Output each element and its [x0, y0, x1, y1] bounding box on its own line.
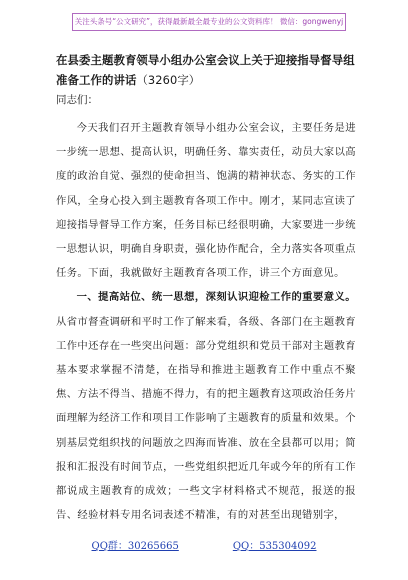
- footer-contact: [0, 540, 408, 554]
- section-1-text: 从省市督查调研和平时工作了解来看，各级、各部门在主题教育工作中还存在一些突出问题：部分党组织和党员干部对主题教育基本要求掌握不清楚，在指导和推进主题教育工作中重点不聚焦、方法不得当、措施不得力，有的把主题教育这项政治任务片面理解为经济工作和项目工作影响了主题教育的质量和效果。个别基层党组织找的问题放之四海而皆准、放在全县都可以用；简报和汇报没有时间节点，一些党组织把近几年或今年的所有工作都说成主题教育的成效；一些文字材料格式不规范，报送的报告、经验材料专用名词表述不精准，有的对甚至出现错别字，: [56, 315, 356, 522]
- section-1: [56, 285, 356, 527]
- qq-contact-link[interactable]: QQ：535304092: [232, 541, 317, 552]
- title-text: 在县委主题教育领导小组办公室会议上关于迎接指导督导组准备工作的讲话: [56, 53, 355, 87]
- paragraph-intro: 今天我们召开主题教育领导小组办公室会议，主要任务是进一步统一思想、提高认识，明确任务、靠实责任，动员大家以高度的政治自觉、强烈的使命担当、饱满的精神状态、务实的工作作风，全身心投入到主题教育各项工作中。刚才，某同志宣读了迎接指导督导工作方案，任务目标已经很明确，大家要进一步统一思想认识，明确自身职责，强化协作配合，全力落实各项重点任务。下面，我就做好主题教育各项工作，讲三个方面意见。: [56, 122, 356, 280]
- salutation: 同志们：: [56, 94, 98, 106]
- section-1-heading: 一、提高站位、统一思想，深刻认识迎检工作的重要意义。: [76, 291, 356, 304]
- qq-group-link[interactable]: QQ群：30265665: [91, 541, 179, 552]
- word-count: （3260字）: [136, 73, 201, 87]
- promo-banner: [72, 13, 346, 31]
- document-body: [56, 116, 356, 527]
- promo-banner-text: 关注头条号“公文研究”，获得最新最全最专业的公文资料库！ 微信：gongwenyj: [74, 17, 344, 26]
- document-title: [56, 50, 356, 90]
